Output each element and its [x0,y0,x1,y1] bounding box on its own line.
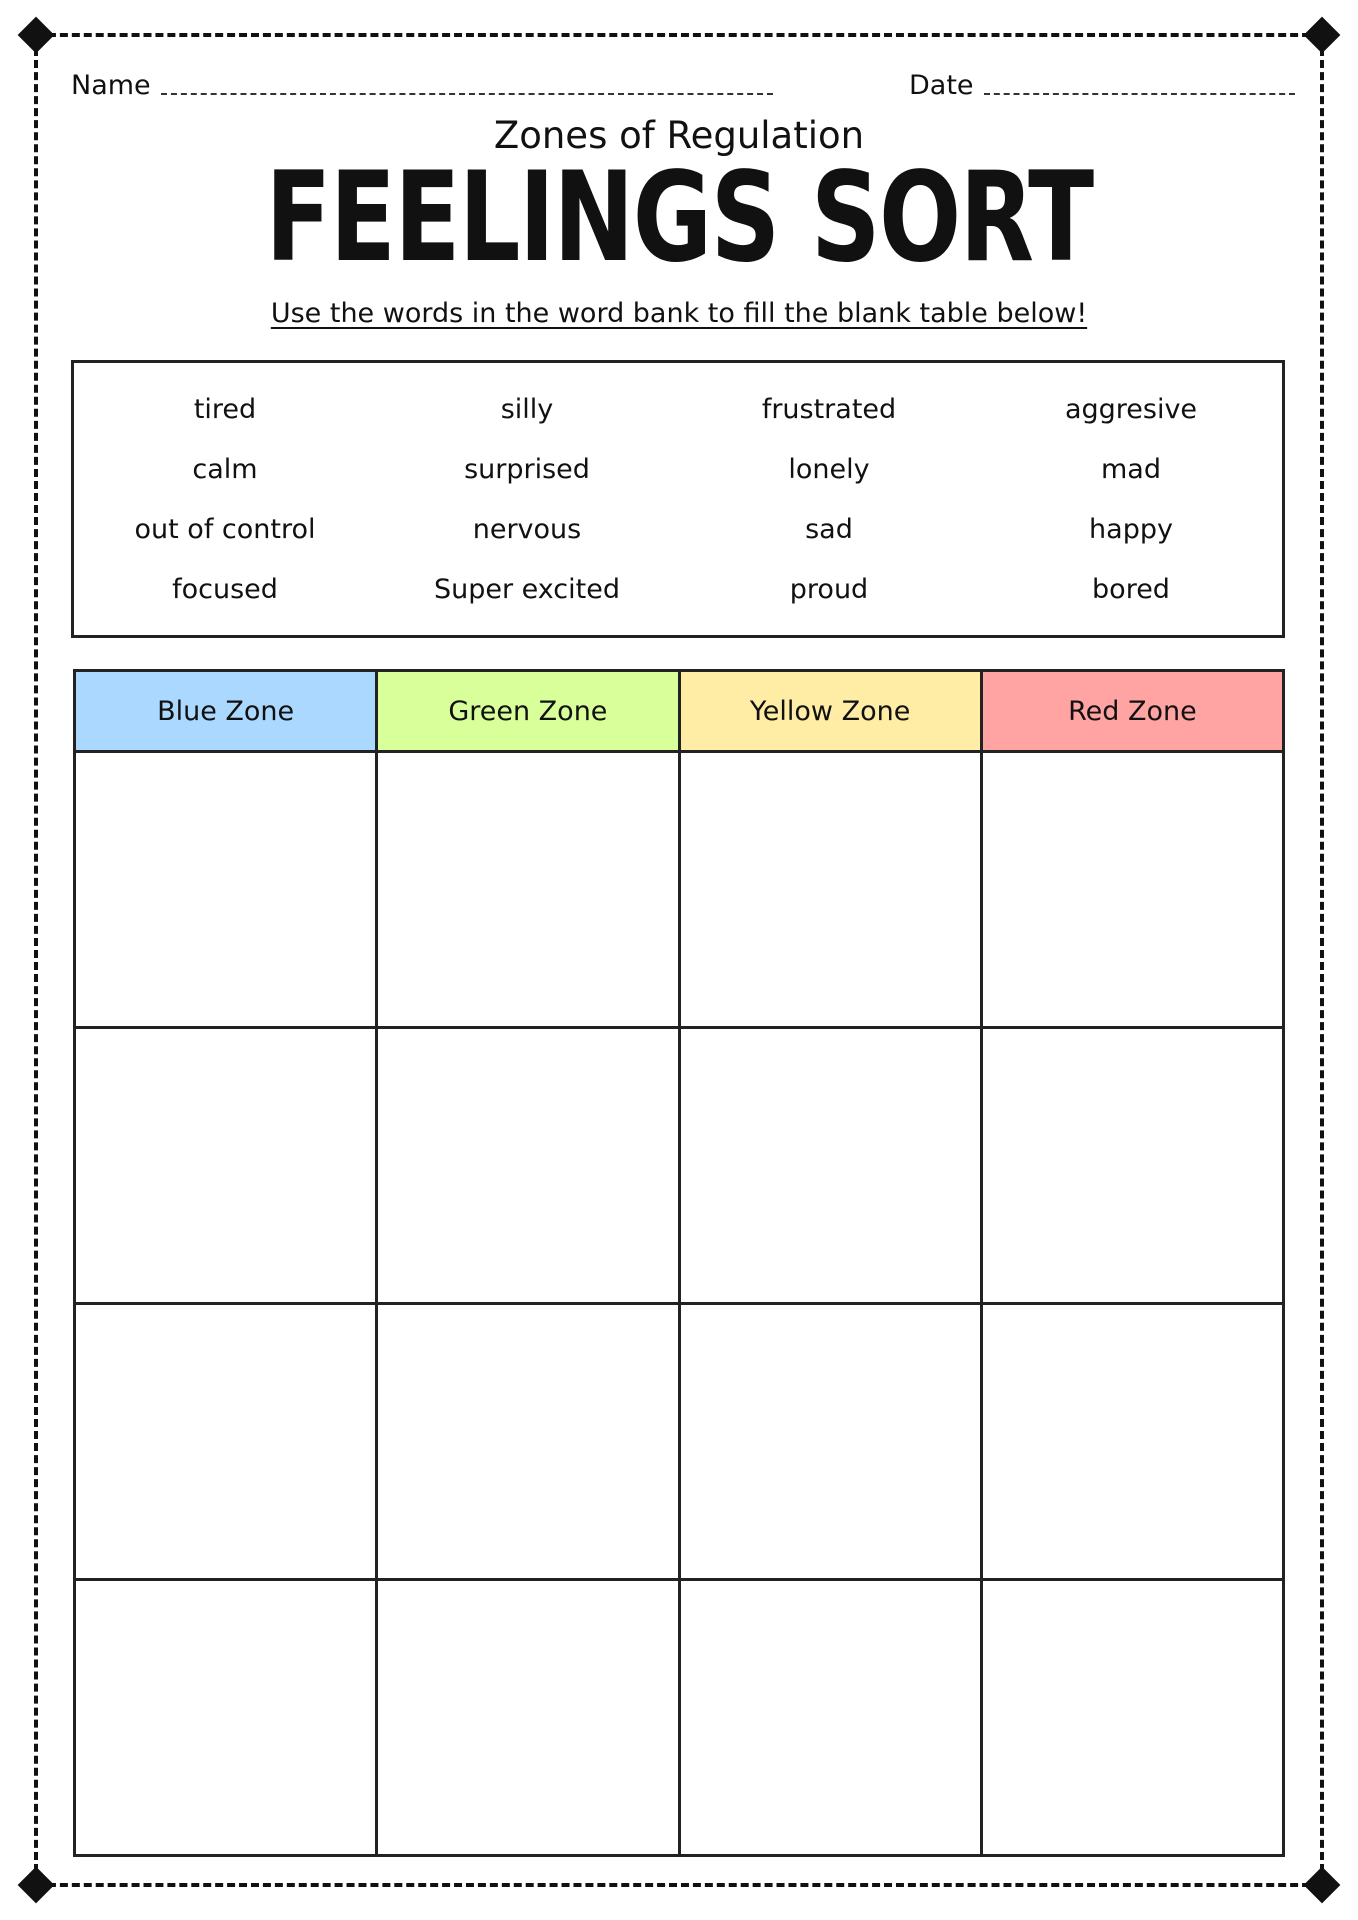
zone-sort-table [73,669,1285,1857]
frame-top-border [36,33,1322,37]
word-bank-item: Super excited [433,574,620,605]
zone-header-green: Green Zone [377,671,679,752]
table-row [75,1028,1284,1304]
word-bank-item: happy [1089,514,1173,545]
date-field[interactable] [909,70,1295,101]
word-bank-item: sad [805,514,853,545]
blank-cell[interactable] [75,1304,377,1580]
blank-cell[interactable] [981,752,1283,1028]
word-bank-item: frustrated [761,394,897,425]
frame-bottom-border [36,1883,1322,1887]
word-bank-item: nervous [472,514,582,545]
word-bank [71,360,1285,638]
word-bank-item: lonely [788,454,870,485]
instruction-text: Use the words in the word bank to fill the blank table below! [270,298,1088,329]
blank-cell[interactable] [75,1580,377,1856]
date-input-line[interactable] [984,93,1295,95]
blank-cell[interactable] [75,1028,377,1304]
word-bank-item: bored [1092,574,1170,605]
date-label: Date [909,70,974,101]
word-bank-item: silly [500,394,554,425]
blank-cell[interactable] [377,1028,679,1304]
name-field[interactable] [71,70,773,101]
word-bank-item: calm [192,454,258,485]
table-row [75,1304,1284,1580]
corner-diamond-icon [18,17,55,54]
blank-cell[interactable] [377,1304,679,1580]
word-bank-item: aggresive [1064,394,1198,425]
blank-cell[interactable] [981,1028,1283,1304]
table-row [75,752,1284,1028]
corner-diamond-icon [1304,1867,1341,1904]
blank-cell[interactable] [981,1580,1283,1856]
blank-cell[interactable] [679,752,981,1028]
name-input-line[interactable] [161,93,773,95]
table-row [75,1580,1284,1856]
page-title: FEELINGS SORT [265,146,1093,290]
blank-cell[interactable] [679,1028,981,1304]
zone-header-red: Red Zone [981,671,1283,752]
zone-header-row [75,671,1284,752]
page-subtitle: Zones of Regulation [493,114,865,157]
blank-cell[interactable] [377,752,679,1028]
blank-cell[interactable] [679,1304,981,1580]
word-bank-item: focused [172,574,278,605]
corner-diamond-icon [18,1867,55,1904]
word-bank-item: out of control [134,514,316,545]
zone-header-yellow: Yellow Zone [679,671,981,752]
word-bank-item: surprised [464,454,590,485]
word-bank-item: tired [193,394,257,425]
blank-cell[interactable] [679,1580,981,1856]
blank-cell[interactable] [981,1304,1283,1580]
zone-header-blue: Blue Zone [75,671,377,752]
word-bank-item: proud [789,574,869,605]
blank-cell[interactable] [75,752,377,1028]
corner-diamond-icon [1304,17,1341,54]
blank-cell[interactable] [377,1580,679,1856]
name-label: Name [71,70,151,101]
word-bank-item: mad [1101,454,1161,485]
